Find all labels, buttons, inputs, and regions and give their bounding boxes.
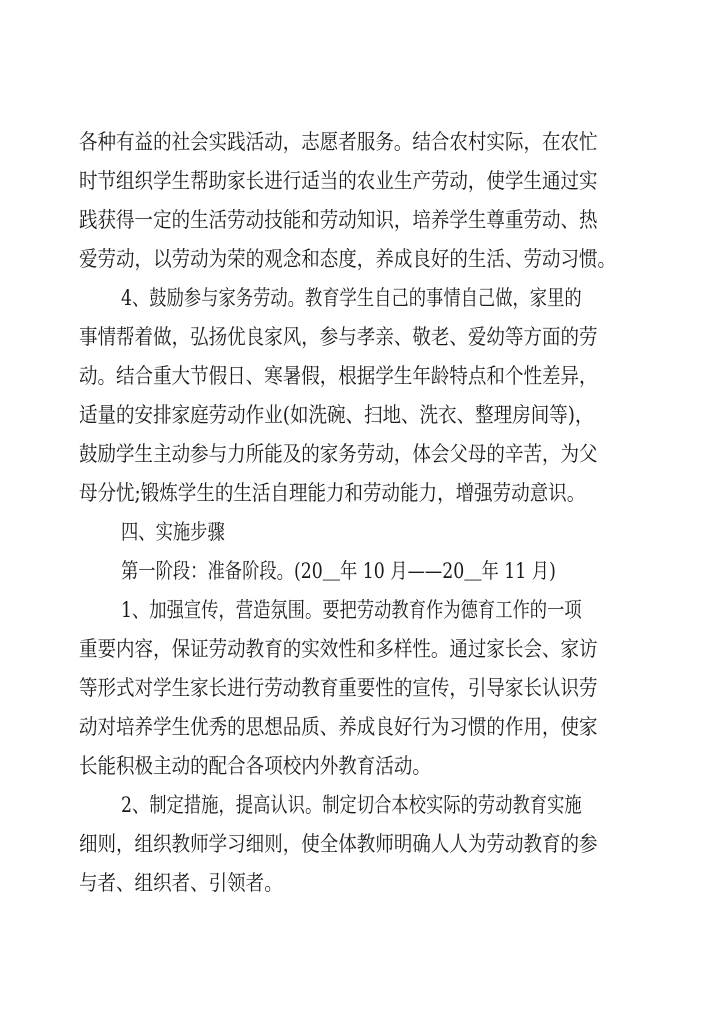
text-line: 重要内容，保证劳动教育的实效性和多样性。通过家长会、家访 [79, 637, 598, 661]
text-line: 鼓励学生主动参与力所能及的家务劳动，体会父母的辛苦，为父 [79, 442, 598, 466]
text-line: 4、鼓励参与家务劳动。教育学生自己的事情自己做，家里的 [121, 286, 582, 310]
section-heading: 四、实施步骤 [121, 520, 225, 544]
text-line: 与者、组织者、引领者。 [79, 871, 283, 895]
text-line: 各种有益的社会实践活动，志愿者服务。结合农村实际，在农忙 [79, 130, 598, 154]
text-line: 爱劳动，以劳动为荣的观念和态度，养成良好的生活、劳动习惯。 [79, 247, 617, 271]
text-line: 长能积极主动的配合各项校内外教育活动。 [79, 754, 431, 778]
text-line: 细则，组织教师学习细则，使全体教师明确人人为劳动教育的参 [79, 832, 598, 856]
stage-heading: 第一阶段：准备阶段。(20＿年 10 月——20＿年 11 月) [121, 559, 556, 583]
text-line: 动。结合重大节假日、寒暑假，根据学生年龄特点和个性差异， [79, 364, 598, 388]
text-line: 1、加强宣传，营造氛围。要把劳动教育作为德育工作的一项 [121, 598, 582, 622]
text-line: 事情帮着做，弘扬优良家风，参与孝亲、敬老、爱幼等方面的劳 [79, 325, 598, 349]
text-line: 母分忧;锻炼学生的生活自理能力和劳动能力，增强劳动意识。 [79, 481, 586, 505]
text-line: 践获得一定的生活劳动技能和劳动知识，培养学生尊重劳动、热 [79, 208, 598, 232]
text-line: 2、制定措施，提高认识。制定切合本校实际的劳动教育实施 [121, 793, 582, 817]
text-line: 时节组织学生帮助家长进行适当的农业生产劳动，使学生通过实 [79, 169, 598, 193]
text-line: 适量的安排家庭劳动作业(如洗碗、扫地、洗衣、整理房间等)， [79, 403, 594, 427]
text-line: 动对培养学生优秀的思想品质、养成良好行为习惯的作用，使家 [79, 715, 598, 739]
text-line: 等形式对学生家长进行劳动教育重要性的宣传，引导家长认识劳 [79, 676, 598, 700]
